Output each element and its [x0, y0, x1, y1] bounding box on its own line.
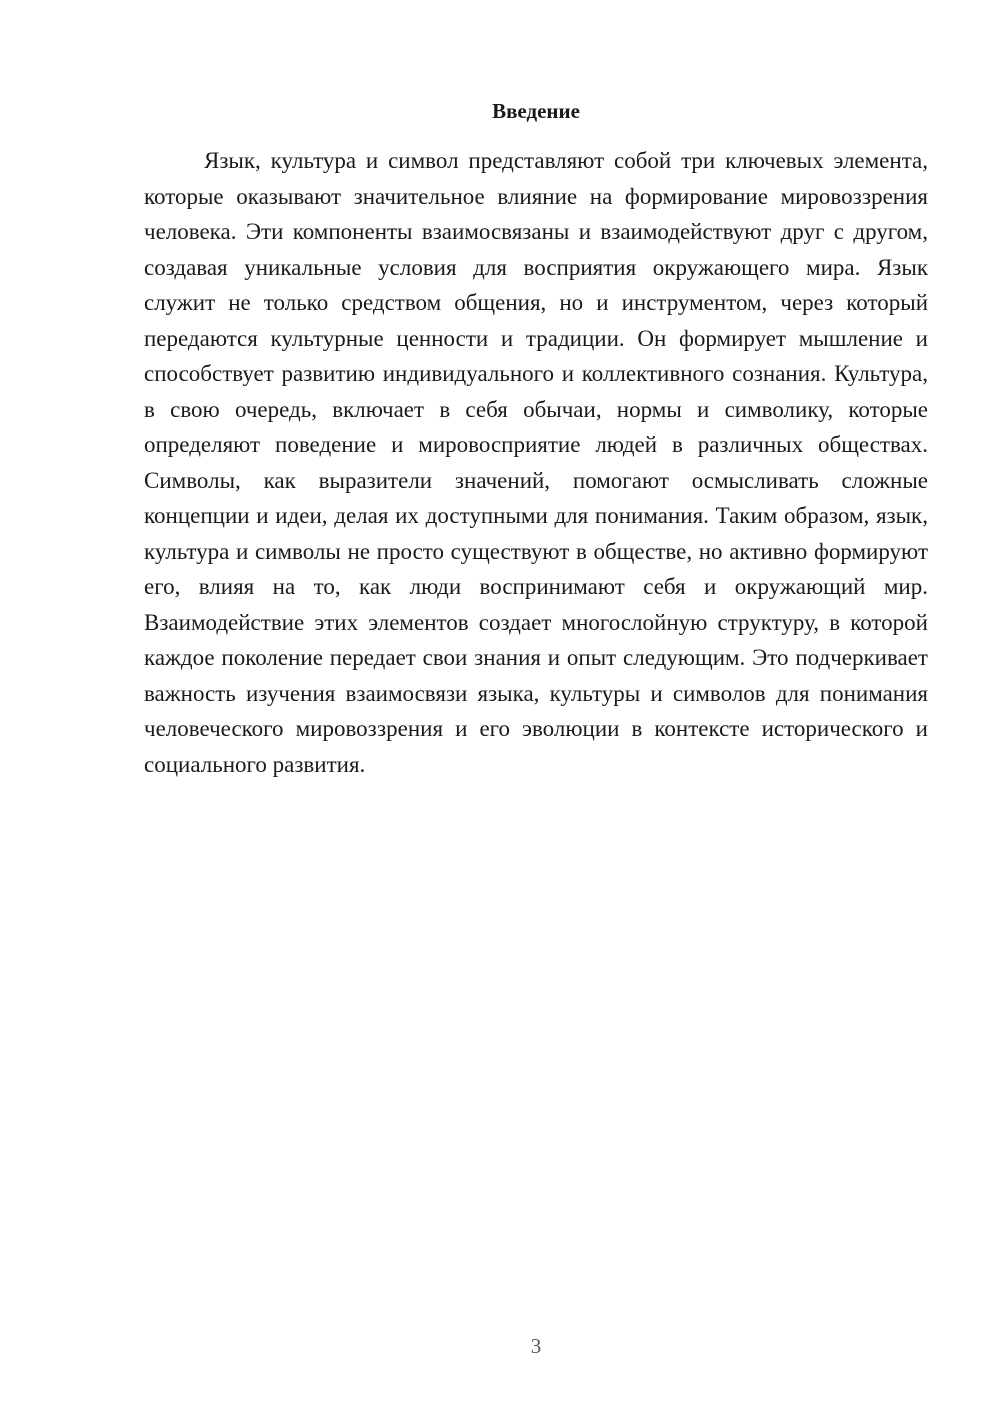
body-paragraph: Язык, культура и символ представляют собой три ключевых элемента, которые оказывают значительное влияние на формирование мировоззрения человека. Эти компоненты взаимосвязаны и взаимодействуют друг с другом, создавая уникальные условия для восприятия окружающего мира. Язык служит не только средством общения, но и инструментом, через который передаются культурные ценности и традиции. Он формирует мышление и способствует развитию индивидуального и коллективного сознания. Культура, в свою очередь, включает в себя обычаи, нормы и символику, которые определяют поведение и мировосприятие людей в различных обществах. Символы, как выразители значений, помогают осмысливать сложные концепции и идеи, делая их доступными для понимания. Таким образом, язык, культура и символы не просто существуют в обществе, но активно формируют его, влияя на то, как люди воспринимают себя и окружающий мир. Взаимодействие этих элементов создает многослойную структуру, в которой каждое поколение передает свои знания и опыт следующим. Это подчеркивает важность изучения взаимосвязи языка, культуры и символов для понимания человеческого мировоззрения и его эволюции в контексте исторического и социального развития. — [144, 148, 928, 777]
page-number: 3 — [530, 1334, 542, 1358]
section-heading: Введение — [492, 99, 580, 123]
